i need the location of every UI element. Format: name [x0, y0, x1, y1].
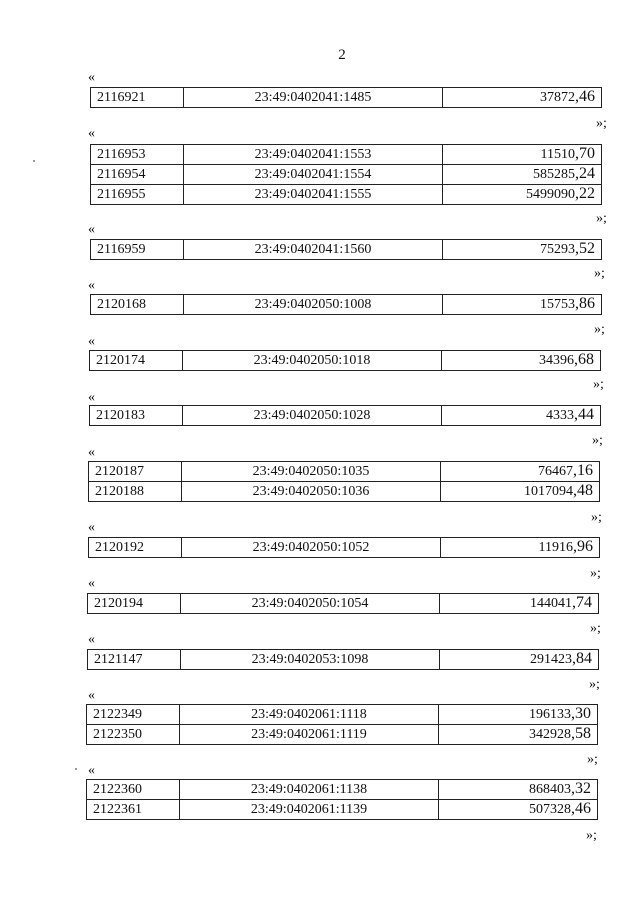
value-integer-part: 1017094 [524, 484, 573, 499]
close-quote: »; [596, 116, 607, 131]
table-row [91, 88, 602, 108]
value-integer-part: 37872 [540, 90, 575, 105]
cadastral-number: 23:49:0402061:1118 [180, 705, 439, 725]
object-number: 2122350 [87, 725, 180, 745]
value-integer-part: 75293 [540, 242, 575, 257]
table-row [87, 725, 598, 745]
object-number: 2120194 [88, 594, 181, 614]
value-decimal-part: ,22 [575, 185, 595, 202]
table-row [91, 185, 602, 205]
open-quote: « [88, 278, 95, 293]
table-row [88, 594, 599, 614]
value-decimal-part: ,24 [575, 165, 595, 182]
cadastral-table [86, 704, 598, 745]
value-integer-part: 868403 [529, 782, 571, 797]
table-row [90, 351, 601, 371]
open-quote: « [88, 688, 95, 703]
cadastral-table [90, 294, 602, 315]
value-integer-part: 507328 [529, 802, 571, 817]
object-number: 2116921 [91, 88, 184, 108]
close-quote: »; [593, 377, 604, 392]
close-quote: »; [586, 828, 597, 843]
table-row [90, 406, 601, 426]
value-decimal-part: ,74 [572, 594, 592, 611]
open-quote: « [88, 334, 95, 349]
object-number: 2122349 [87, 705, 180, 725]
close-quote: »; [594, 266, 605, 281]
cadastral-value [443, 295, 602, 315]
cadastral-number: 23:49:0402041:1553 [184, 145, 443, 165]
cadastral-value [442, 406, 601, 426]
value-decimal-part: ,84 [572, 650, 592, 667]
object-number: 2120183 [90, 406, 183, 426]
open-quote: « [88, 576, 95, 591]
value-decimal-part: ,44 [574, 406, 594, 423]
object-number: 2120192 [89, 538, 182, 558]
cadastral-number: 23:49:0402061:1119 [180, 725, 439, 745]
close-quote: »; [596, 211, 607, 226]
cadastral-table [89, 405, 601, 426]
object-number: 2122361 [87, 800, 180, 820]
cadastral-number: 23:49:0402050:1035 [182, 462, 441, 482]
open-quote: « [88, 445, 95, 460]
table-row [87, 705, 598, 725]
value-integer-part: 4333 [546, 408, 574, 423]
close-quote: »; [594, 322, 605, 337]
cadastral-number: 23:49:0402050:1008 [184, 295, 443, 315]
open-quote: « [88, 632, 95, 647]
object-number: 2116955 [91, 185, 184, 205]
cadastral-value [442, 351, 601, 371]
cadastral-value [441, 538, 600, 558]
cadastral-value [443, 165, 602, 185]
stray-dot [75, 768, 77, 770]
value-integer-part: 585285 [533, 167, 575, 182]
object-number: 2116954 [91, 165, 184, 185]
cadastral-number: 23:49:0402061:1139 [180, 800, 439, 820]
open-quote: « [88, 70, 95, 85]
table-row [91, 165, 602, 185]
close-quote: »; [591, 510, 602, 525]
value-integer-part: 11916 [538, 540, 573, 555]
value-integer-part: 11510 [540, 147, 575, 162]
value-decimal-part: ,52 [575, 240, 595, 257]
value-decimal-part: ,68 [574, 351, 594, 368]
cadastral-table [87, 593, 599, 614]
object-number: 2120168 [91, 295, 184, 315]
object-number: 2121147 [88, 650, 181, 670]
table-row [91, 240, 602, 260]
table-row [89, 462, 600, 482]
object-number: 2122360 [87, 780, 180, 800]
cadastral-number: 23:49:0402050:1036 [182, 482, 441, 502]
cadastral-number: 23:49:0402041:1554 [184, 165, 443, 185]
value-integer-part: 34396 [539, 353, 574, 368]
value-integer-part: 196133 [529, 707, 571, 722]
cadastral-number: 23:49:0402053:1098 [181, 650, 440, 670]
value-decimal-part: ,86 [575, 295, 595, 312]
value-integer-part: 342928 [529, 727, 571, 742]
value-integer-part: 76467 [538, 464, 573, 479]
value-decimal-part: ,30 [571, 705, 591, 722]
cadastral-value [441, 482, 600, 502]
close-quote: »; [592, 433, 603, 448]
open-quote: « [88, 222, 95, 237]
value-decimal-part: ,70 [575, 145, 595, 162]
cadastral-number: 23:49:0402050:1052 [182, 538, 441, 558]
object-number: 2120188 [89, 482, 182, 502]
close-quote: »; [589, 677, 600, 692]
cadastral-table [88, 461, 600, 502]
stray-dot [33, 160, 35, 162]
open-quote: « [88, 126, 95, 141]
cadastral-value [439, 705, 598, 725]
cadastral-value [443, 145, 602, 165]
page-number: 2 [338, 47, 346, 63]
cadastral-value [439, 780, 598, 800]
cadastral-number: 23:49:0402061:1138 [180, 780, 439, 800]
close-quote: »; [590, 621, 601, 636]
open-quote: « [88, 390, 95, 405]
object-number: 2116953 [91, 145, 184, 165]
close-quote: »; [587, 752, 598, 767]
value-integer-part: 5499090 [526, 187, 575, 202]
cadastral-table [90, 144, 602, 205]
cadastral-value [439, 800, 598, 820]
value-integer-part: 144041 [530, 596, 572, 611]
cadastral-value [443, 240, 602, 260]
cadastral-number: 23:49:0402041:1560 [184, 240, 443, 260]
open-quote: « [88, 520, 95, 535]
cadastral-table [87, 649, 599, 670]
cadastral-table [90, 239, 602, 260]
cadastral-value [440, 594, 599, 614]
cadastral-value [440, 650, 599, 670]
table-row [87, 780, 598, 800]
cadastral-number: 23:49:0402041:1555 [184, 185, 443, 205]
value-decimal-part: ,48 [573, 482, 593, 499]
cadastral-number: 23:49:0402050:1028 [183, 406, 442, 426]
cadastral-number: 23:49:0402041:1485 [184, 88, 443, 108]
cadastral-table [90, 87, 602, 108]
table-row [88, 650, 599, 670]
table-row [91, 145, 602, 165]
cadastral-number: 23:49:0402050:1018 [183, 351, 442, 371]
value-decimal-part: ,32 [571, 780, 591, 797]
table-row [91, 295, 602, 315]
close-quote: »; [590, 566, 601, 581]
cadastral-value [443, 185, 602, 205]
value-decimal-part: ,16 [573, 462, 593, 479]
value-integer-part: 291423 [530, 652, 572, 667]
value-decimal-part: ,58 [571, 725, 591, 742]
table-row [89, 538, 600, 558]
cadastral-value [439, 725, 598, 745]
cadastral-number: 23:49:0402050:1054 [181, 594, 440, 614]
value-decimal-part: ,96 [573, 538, 593, 555]
object-number: 2116959 [91, 240, 184, 260]
value-decimal-part: ,46 [571, 800, 591, 817]
object-number: 2120187 [89, 462, 182, 482]
object-number: 2120174 [90, 351, 183, 371]
cadastral-table [88, 537, 600, 558]
cadastral-table [89, 350, 601, 371]
table-row [89, 482, 600, 502]
value-decimal-part: ,46 [575, 88, 595, 105]
cadastral-table [86, 779, 598, 820]
cadastral-value [441, 462, 600, 482]
value-integer-part: 15753 [540, 297, 575, 312]
cadastral-value [443, 88, 602, 108]
open-quote: « [88, 763, 95, 778]
table-row [87, 800, 598, 820]
